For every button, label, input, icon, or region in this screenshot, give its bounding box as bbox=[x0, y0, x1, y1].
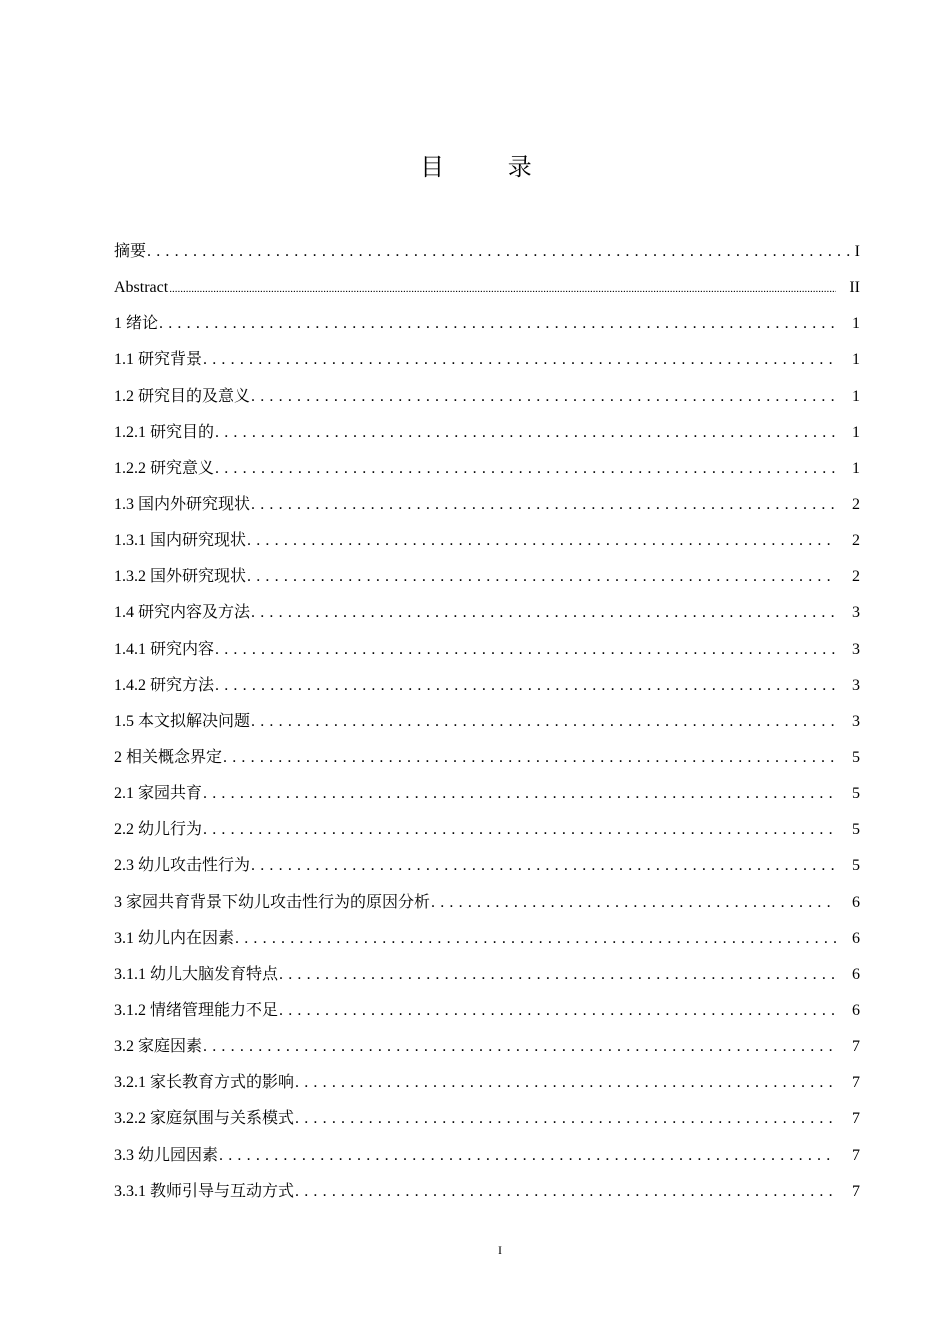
toc-leader-dots bbox=[279, 965, 836, 985]
toc-entry-page: 1 bbox=[852, 351, 860, 369]
toc-leader-dots bbox=[215, 676, 836, 696]
toc-leader-dots bbox=[251, 712, 836, 732]
toc-entry-label: 1.2 研究目的及意义 bbox=[114, 387, 251, 405]
toc-entry-label: 3.1 幼儿内在因素 bbox=[114, 929, 235, 947]
toc-entry[interactable] bbox=[114, 812, 860, 848]
toc-entry-label: 3.2 家庭因素 bbox=[114, 1038, 203, 1056]
toc-entry-label: 3.2.1 家长教育方式的影响 bbox=[114, 1074, 295, 1092]
toc-entry[interactable] bbox=[114, 885, 860, 921]
toc-entry[interactable] bbox=[114, 704, 860, 740]
toc-entry-label: 3.3 幼儿园因素 bbox=[114, 1146, 219, 1164]
toc-entry-label: 1.2.1 研究目的 bbox=[114, 423, 215, 441]
toc-entry[interactable] bbox=[114, 559, 860, 595]
toc-entry[interactable] bbox=[114, 921, 860, 957]
table-of-contents bbox=[114, 234, 860, 1210]
toc-leader-dots bbox=[251, 603, 836, 623]
toc-entry-label: 3 家园共育背景下幼儿攻击性行为的原因分析 bbox=[114, 893, 431, 911]
toc-entry-page: 2 bbox=[852, 568, 860, 586]
toc-entry-page: 6 bbox=[852, 929, 860, 947]
toc-entry-page: 5 bbox=[852, 749, 860, 767]
toc-entry[interactable] bbox=[114, 306, 860, 342]
toc-leader-dots bbox=[203, 784, 836, 804]
page-title: 目 录 bbox=[420, 153, 560, 181]
toc-entry-page: 5 bbox=[852, 821, 860, 839]
toc-entry-abstract-cn[interactable] bbox=[114, 234, 860, 270]
toc-leader-dots bbox=[219, 1146, 836, 1166]
toc-entry[interactable] bbox=[114, 523, 860, 559]
toc-leader-dots bbox=[203, 350, 836, 370]
toc-leader-dots bbox=[279, 1001, 836, 1021]
toc-leader-dots bbox=[203, 820, 836, 840]
footer-page-number: I bbox=[498, 1243, 502, 1257]
toc-entry[interactable] bbox=[114, 957, 860, 993]
toc-entry-label: 1.4 研究内容及方法 bbox=[114, 604, 251, 622]
toc-entry-page: 1 bbox=[852, 459, 860, 477]
toc-entry-page: 5 bbox=[852, 785, 860, 803]
toc-leader-dots bbox=[251, 387, 836, 407]
toc-entry-page: 7 bbox=[852, 1146, 860, 1164]
toc-leader-dots bbox=[147, 242, 853, 262]
toc-leader-dots bbox=[247, 531, 836, 551]
toc-entry-page: 3 bbox=[852, 712, 860, 730]
toc-entry-page: 7 bbox=[852, 1110, 860, 1128]
toc-entry-label: 1.3 国内外研究现状 bbox=[114, 496, 251, 514]
toc-entry-label: 1 绪论 bbox=[114, 315, 159, 333]
toc-entry[interactable] bbox=[114, 451, 860, 487]
toc-entry-page: II bbox=[849, 279, 860, 297]
toc-entry-page: 5 bbox=[852, 857, 860, 875]
toc-entry-label: 3.3.1 教师引导与互动方式 bbox=[114, 1182, 295, 1200]
toc-entry-label: Abstract bbox=[114, 279, 169, 297]
toc-leader-dots bbox=[295, 1182, 836, 1202]
toc-entry[interactable] bbox=[114, 1065, 860, 1101]
toc-entry[interactable] bbox=[114, 776, 860, 812]
toc-entry-label: 摘要 bbox=[114, 243, 147, 261]
toc-entry-page: 1 bbox=[852, 315, 860, 333]
toc-entry-label: 2 相关概念界定 bbox=[114, 749, 223, 767]
toc-leader-dots bbox=[203, 1037, 836, 1057]
toc-entry[interactable] bbox=[114, 1138, 860, 1174]
toc-entry[interactable] bbox=[114, 595, 860, 631]
toc-entry-label: 3.2.2 家庭氛围与关系模式 bbox=[114, 1110, 295, 1128]
toc-entry-page: 7 bbox=[852, 1182, 860, 1200]
toc-leader-dots bbox=[295, 1109, 836, 1129]
toc-entry-page: 2 bbox=[852, 496, 860, 514]
toc-entry[interactable] bbox=[114, 1029, 860, 1065]
toc-entry-label: 1.5 本文拟解决问题 bbox=[114, 712, 251, 730]
toc-entry[interactable] bbox=[114, 415, 860, 451]
toc-entry-page: 1 bbox=[852, 387, 860, 405]
toc-leader-dots bbox=[431, 893, 836, 913]
toc-entry-label: 1.4.1 研究内容 bbox=[114, 640, 215, 658]
toc-entry-page: 3 bbox=[852, 640, 860, 658]
toc-leader-dots bbox=[215, 423, 836, 443]
toc-entry-page: 6 bbox=[852, 965, 860, 983]
toc-leader-dots bbox=[251, 856, 836, 876]
toc-entry[interactable] bbox=[114, 993, 860, 1029]
toc-entry-label: 1.4.2 研究方法 bbox=[114, 676, 215, 694]
toc-entry-label: 3.1.2 情绪管理能力不足 bbox=[114, 1002, 279, 1020]
toc-leader-dots bbox=[251, 495, 836, 515]
toc-entry-label: 2.2 幼儿行为 bbox=[114, 821, 203, 839]
toc-entry-page: 2 bbox=[852, 532, 860, 550]
toc-leader-dots bbox=[235, 929, 836, 949]
toc-entry-label: 2.1 家园共育 bbox=[114, 785, 203, 803]
toc-entry-page: I bbox=[854, 243, 860, 261]
toc-entry-page: 1 bbox=[852, 423, 860, 441]
toc-leader-dots bbox=[215, 640, 836, 660]
toc-entry-label: 1.1 研究背景 bbox=[114, 351, 203, 369]
toc-entry[interactable] bbox=[114, 379, 860, 415]
toc-entry-label: 2.3 幼儿攻击性行为 bbox=[114, 857, 251, 875]
toc-entry-label: 1.3.2 国外研究现状 bbox=[114, 568, 247, 586]
toc-entry-page: 7 bbox=[852, 1074, 860, 1092]
toc-entry-page: 3 bbox=[852, 604, 860, 622]
toc-entry-label: 3.1.1 幼儿大脑发育特点 bbox=[114, 965, 279, 983]
toc-entry-page: 6 bbox=[852, 893, 860, 911]
toc-leader-dots bbox=[295, 1073, 836, 1093]
toc-leader-dots bbox=[223, 748, 836, 768]
toc-entry-page: 6 bbox=[852, 1002, 860, 1020]
toc-leader-dots bbox=[247, 567, 836, 587]
toc-entry[interactable] bbox=[114, 1174, 860, 1210]
toc-entry-page: 7 bbox=[852, 1038, 860, 1056]
toc-entry-page: 3 bbox=[852, 676, 860, 694]
toc-entry[interactable] bbox=[114, 740, 860, 776]
toc-entry[interactable] bbox=[114, 342, 860, 378]
toc-leader-dots bbox=[159, 314, 836, 334]
toc-entry[interactable] bbox=[114, 848, 860, 884]
toc-entry-label: 1.3.1 国内研究现状 bbox=[114, 532, 247, 550]
toc-leader-dots bbox=[169, 278, 836, 299]
toc-leader-dots bbox=[215, 459, 836, 479]
toc-entry[interactable] bbox=[114, 632, 860, 668]
toc-entry[interactable] bbox=[114, 668, 860, 704]
toc-entry-abstract-en[interactable] bbox=[114, 270, 860, 306]
toc-entry[interactable] bbox=[114, 487, 860, 523]
toc-entry[interactable] bbox=[114, 1101, 860, 1137]
toc-entry-label: 1.2.2 研究意义 bbox=[114, 459, 215, 477]
